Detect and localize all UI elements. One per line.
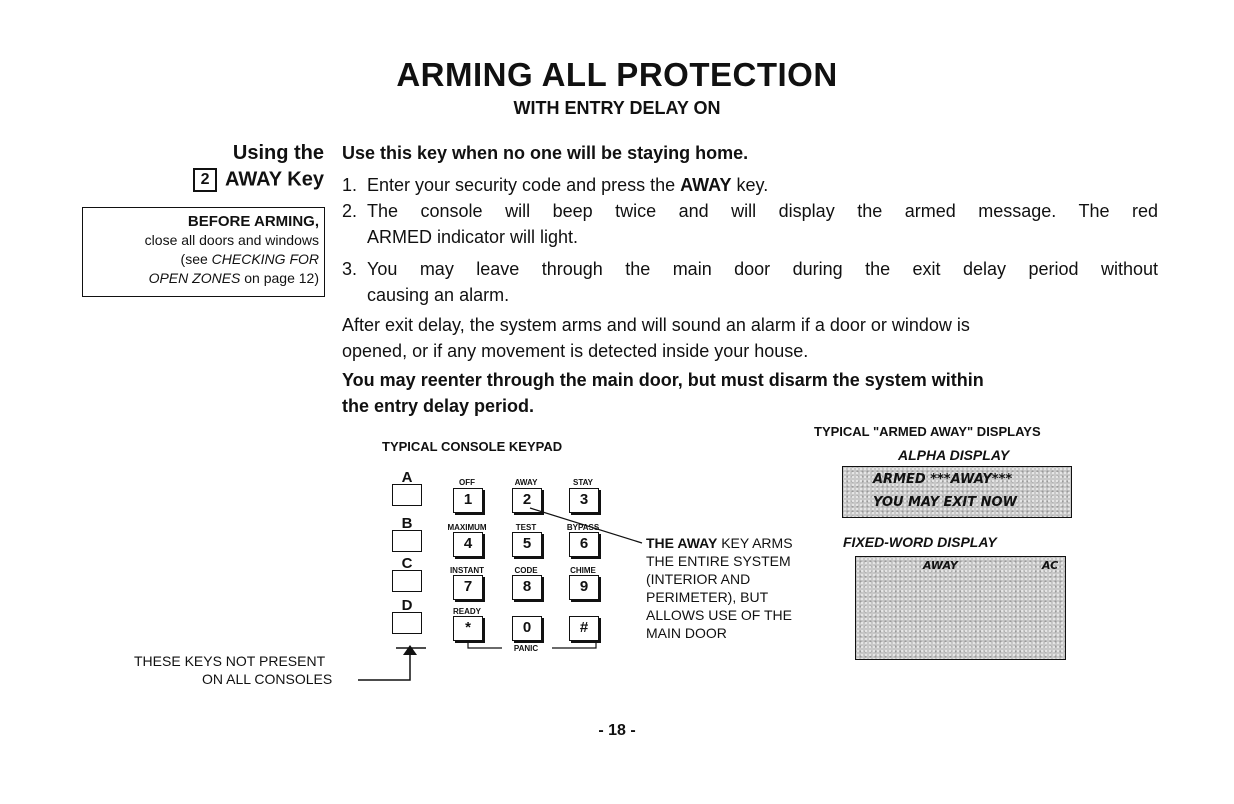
key-1: 1 — [453, 488, 483, 513]
fixed-display-panel — [855, 556, 1066, 660]
alpha-display-line2: YOU MAY EXIT NOW — [873, 495, 1017, 510]
key-label-away: AWAY — [514, 478, 538, 487]
side-heading-line1: Using the — [232, 142, 324, 164]
away-key-annotation: THE AWAY KEY ARMS THE ENTIRE SYSTEM (INTERIOR AND PERIMETER), BUT ALLOWS USE OF THE MAIN DOOR — [646, 535, 793, 641]
key-2: 2 — [512, 488, 542, 513]
fixed-display-label: FIXED-WORD DISPLAY — [843, 534, 997, 550]
key-label-stay: STAY — [572, 478, 593, 487]
after-exit-line2: opened, or if any movement is detected inside your house. — [342, 341, 809, 361]
key-9: 9 — [569, 575, 599, 600]
note-line1: close all doors and windows — [144, 232, 319, 248]
key-label-panic: PANIC — [502, 644, 550, 653]
key-label-test: TEST — [515, 523, 537, 532]
note-line3: OPEN ZONES on page 12) — [148, 270, 319, 286]
page-number: - 18 - — [598, 722, 636, 739]
step-3: 3. You may leave through the main door during the exit delay period without causing an alarm. — [342, 259, 1158, 305]
key-0: 0 — [512, 616, 542, 641]
displays-heading: TYPICAL "ARMED AWAY" DISPLAYS — [814, 424, 1041, 439]
key-8: 8 — [512, 575, 542, 600]
intro-text: Use this key when no one will be staying home. — [342, 143, 749, 163]
key-3: 3 — [569, 488, 599, 513]
key-label-bypass: BYPASS — [566, 523, 600, 532]
key-star: * — [453, 616, 483, 641]
side-letter-c: C — [401, 555, 413, 572]
key-label-ready: READY — [452, 607, 481, 616]
side-letter-d: D — [401, 597, 413, 614]
side-heading-key-label: AWAY Key — [225, 168, 324, 191]
reenter-line1: You may reenter through the main door, but must disarm the system within — [342, 370, 984, 390]
key-label-instant: INSTANT — [449, 566, 485, 575]
note-line2: (see CHECKING FOR — [180, 251, 319, 267]
alpha-display-panel — [842, 466, 1072, 518]
after-exit-line1: After exit delay, the system arms and will sound an alarm if a door or window is — [342, 315, 970, 335]
fixed-display-away: AWAY — [923, 559, 958, 572]
keypad-label: TYPICAL CONSOLE KEYPAD — [382, 439, 563, 454]
side-letter-a: A — [401, 469, 413, 486]
alpha-display-line1: ARMED ***AWAY*** — [873, 472, 1013, 487]
not-present-line1: THESE KEYS NOT PRESENT — [134, 653, 326, 669]
key-label-off: OFF — [459, 478, 475, 487]
key-4: 4 — [453, 532, 483, 557]
alpha-display-label: ALPHA DISPLAY — [898, 447, 1010, 463]
key-7: 7 — [453, 575, 483, 600]
page-subtitle: WITH ENTRY DELAY ON — [513, 98, 721, 118]
key-6: 6 — [569, 532, 599, 557]
step-2: 2. The console will beep twice and will display the armed message. The red ARMED indicator will light. — [342, 201, 1158, 247]
key-label-maximum: MAXIMUM — [447, 523, 487, 532]
key-hash: # — [569, 616, 599, 641]
key-label-chime: CHIME — [570, 566, 596, 575]
reenter-line2: the entry delay period. — [342, 396, 535, 416]
key-label-code: CODE — [514, 566, 538, 575]
not-present-line2: ON ALL CONSOLES — [202, 671, 333, 687]
side-letter-b: B — [401, 515, 413, 532]
key-5: 5 — [512, 532, 542, 557]
step-1: 1. Enter your security code and press the AWAY key. — [342, 175, 769, 195]
away-keycap-icon: 2 — [193, 168, 217, 192]
note-heading: BEFORE ARMING, — [187, 213, 319, 230]
fixed-display-ac: AC — [1042, 559, 1059, 572]
page-title: ARMING ALL PROTECTION — [396, 56, 838, 93]
